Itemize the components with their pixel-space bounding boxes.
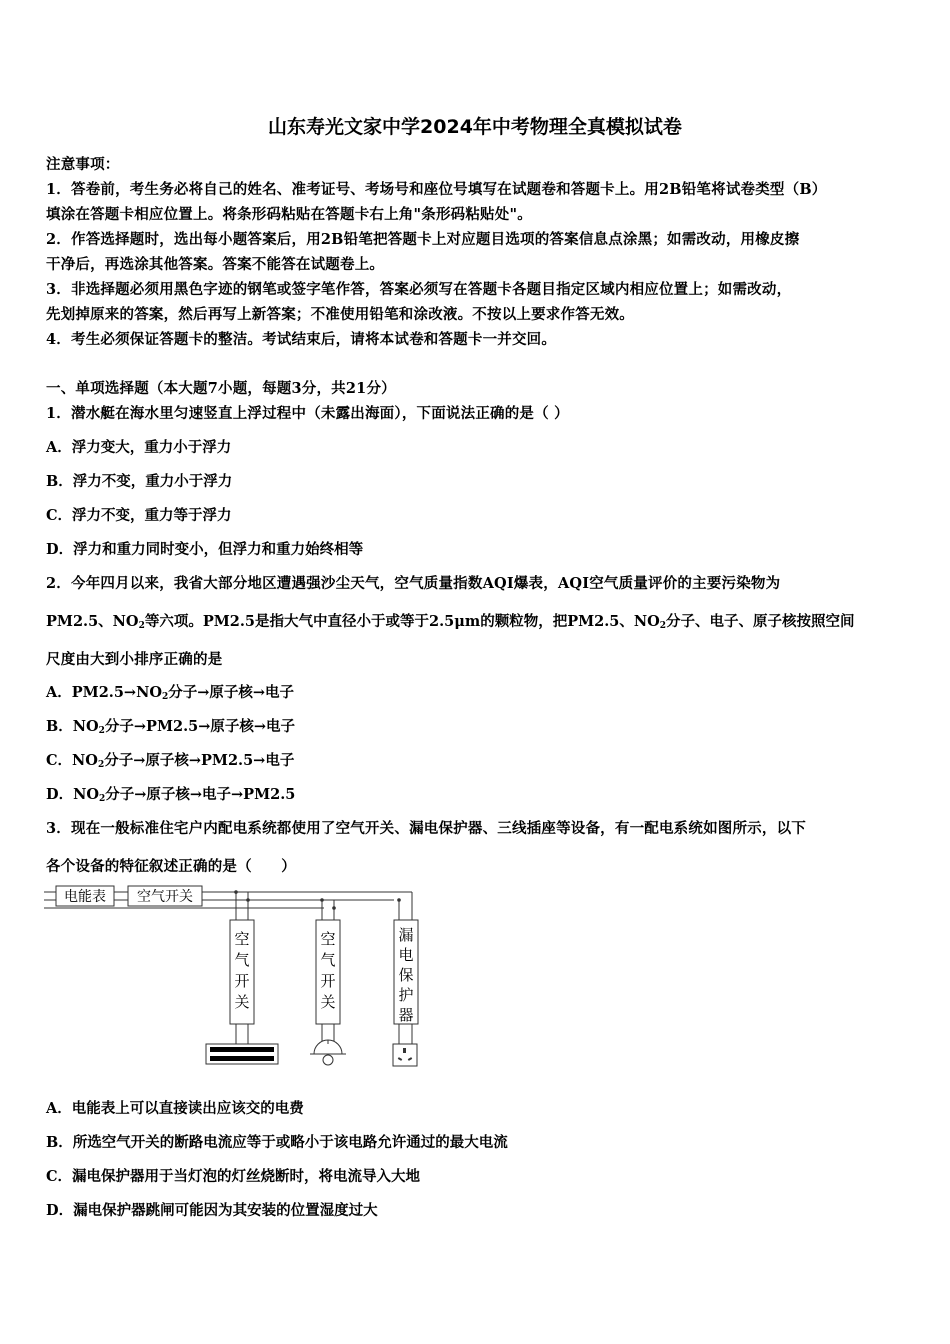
q2-option-c: C．$NO_2$分子→原子核→PM2.5→电子 bbox=[46, 752, 295, 770]
notice-line: 4．考生必须保证答题卡的整洁。考试结束后，请将本试卷和答题卡一并交回。 bbox=[46, 331, 557, 348]
q1-stem: 1．潜水艇在海水里匀速竖直上浮过程中（未露出海面），下面说法正确的是（ ） bbox=[46, 405, 569, 422]
svg-text:气: 气 bbox=[234, 951, 250, 969]
q2-stem-line1: 2．今年四月以来，我省大部分地区遭遇强沙尘天气，空气质量指数AQI爆表，AQI空气质量评价的主要污染物为 bbox=[46, 575, 781, 592]
q1-option-c: C．浮力不变，重力等于浮力 bbox=[46, 507, 232, 524]
q2-option-b: B．$NO_2$分子→PM2.5→原子核→电子 bbox=[46, 718, 296, 736]
q2-option-a: A．$PM2.5\to NO_2$分子→原子核→电子 bbox=[46, 684, 295, 702]
svg-text:保: 保 bbox=[398, 966, 414, 984]
q3-option-a: A．电能表上可以直接读出应该交的电费 bbox=[46, 1100, 304, 1117]
q1-option-a: A．浮力变大，重力小于浮力 bbox=[46, 439, 232, 456]
svg-text:空: 空 bbox=[320, 930, 336, 948]
svg-text:电: 电 bbox=[398, 946, 414, 964]
q2-stem-line2: PM2.5、$NO_2$等六项。PM2.5是指大气中直径小于或等于2.5μm的颗粒物，把PM2.5、$NO_2$分子、电子、原子核按照空间 bbox=[46, 613, 855, 631]
notice-line: 2．作答选择题时，选出每小题答案后，用2B铅笔把答题卡上对应题目选项的答案信息点涂黑；如需改动，用橡皮擦 bbox=[46, 231, 800, 248]
svg-text:开: 开 bbox=[320, 972, 336, 990]
q3-option-d: D．漏电保护器跳闸可能因为其安装的位置湿度过大 bbox=[46, 1202, 378, 1219]
q3-option-c: C．漏电保护器用于当灯泡的灯丝烧断时，将电流导入大地 bbox=[46, 1168, 421, 1185]
main-switch-label: 空气开关 bbox=[137, 889, 193, 905]
svg-text:气: 气 bbox=[320, 951, 336, 969]
q1-option-b: B．浮力不变，重力小于浮力 bbox=[46, 473, 233, 490]
q1-option-d: D．浮力和重力同时变小，但浮力和重力始终相等 bbox=[46, 541, 364, 558]
notice-line: 填涂在答题卡相应位置上。将条形码粘贴在答题卡右上角"条形码粘贴处"。 bbox=[46, 206, 532, 223]
notice-line: 先划掉原来的答案，然后再写上新答案；不准使用铅笔和涂改液。不按以上要求作答无效。 bbox=[46, 306, 634, 323]
section-heading: 一、单项选择题（本大题7小题，每题3分，共21分） bbox=[46, 380, 396, 397]
notice-line: 3．非选择题必须用黑色字迹的钢笔或签字笔作答，答案必须写在答题卡各题目指定区域内相应位置上；如需改动， bbox=[46, 281, 792, 298]
svg-text:关: 关 bbox=[234, 993, 250, 1011]
svg-text:关: 关 bbox=[320, 993, 336, 1011]
q3-stem-line1: 3．现在一般标准住宅户内配电系统都使用了空气开关、漏电保护器、三线插座等设备，有一配电系统如图所示，以下 bbox=[46, 820, 806, 837]
q2-stem-line3: 尺度由大到小排序正确的是 bbox=[46, 651, 223, 668]
svg-text:护: 护 bbox=[398, 986, 414, 1004]
svg-text:开: 开 bbox=[234, 972, 250, 990]
page-title: 山东寿光文家中学2024年中考物理全真模拟试卷 bbox=[268, 116, 682, 138]
lamp-icon bbox=[310, 1040, 346, 1065]
q2-option-d: D．$NO_2$分子→原子核→电子→PM2.5 bbox=[46, 786, 296, 804]
heater-icon bbox=[206, 1044, 278, 1064]
circuit-diagram bbox=[44, 884, 434, 1074]
svg-text:空: 空 bbox=[234, 930, 250, 948]
notice-line: 1．答卷前，考生务必将自己的姓名、准考证号、考场号和座位号填写在试题卷和答题卡上。用2B铅笔将试卷类型（B） bbox=[46, 181, 827, 198]
svg-text:漏: 漏 bbox=[398, 926, 414, 944]
svg-text:器: 器 bbox=[398, 1006, 414, 1024]
socket-icon bbox=[393, 1044, 417, 1066]
notice-line: 干净后，再选涂其他答案。答案不能答在试题卷上。 bbox=[46, 256, 385, 273]
q3-stem-line2: 各个设备的特征叙述正确的是（ ） bbox=[46, 858, 296, 875]
q3-option-b: B．所选空气开关的断路电流应等于或略小于该电路允许通过的最大电流 bbox=[46, 1134, 508, 1151]
meter-label: 电能表 bbox=[64, 889, 106, 905]
notice-heading: 注意事项： bbox=[46, 156, 120, 173]
